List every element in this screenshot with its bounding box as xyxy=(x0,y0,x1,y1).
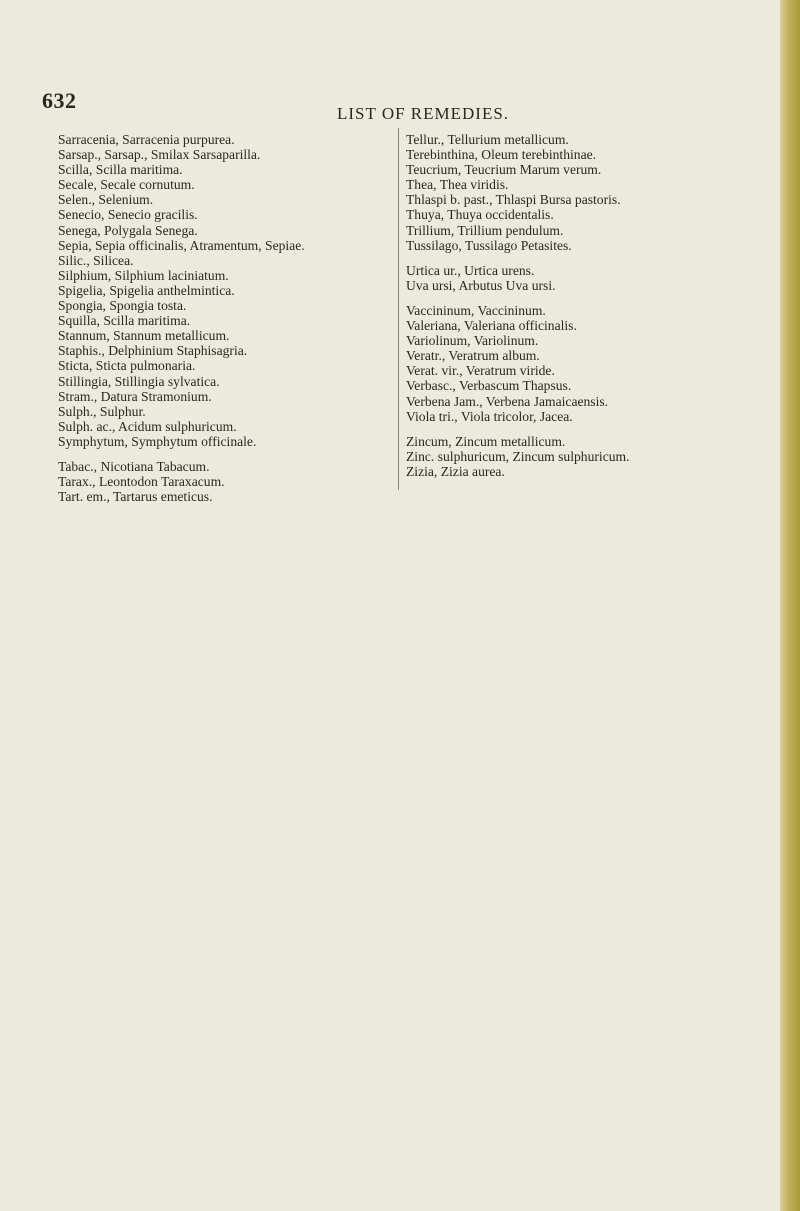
remedy-entry: Stannum, Stannum metallicum. xyxy=(58,328,230,344)
remedy-entry: Spongia, Spongia tosta. xyxy=(58,298,187,314)
remedy-entry: Vaccininum, Vaccininum. xyxy=(406,302,546,318)
remedy-entry: Zizia, Zizia aurea. xyxy=(406,463,505,479)
remedy-entry: Silphium, Silphium laciniatum. xyxy=(58,267,229,283)
remedy-entry: Squilla, Scilla maritima. xyxy=(58,313,191,329)
remedy-entry: Staphis., Delphinium Staphisagria. xyxy=(58,343,248,359)
remedy-entry: Senega, Polygala Senega. xyxy=(58,222,198,238)
remedy-entry: Senecio, Senecio gracilis. xyxy=(58,207,198,223)
page-edge xyxy=(780,0,800,1211)
remedy-entry: Viola tri., Viola tricolor, Jacea. xyxy=(406,408,573,424)
remedy-entry: Tussilago, Tussilago Petasites. xyxy=(406,237,572,253)
remedy-entry: Verbena Jam., Verbena Jamaicaensis. xyxy=(406,393,609,409)
remedy-entry: Variolinum, Variolinum. xyxy=(406,333,539,349)
remedy-entry: Tarax., Leontodon Taraxacum. xyxy=(58,474,225,490)
remedy-entry: Stillingia, Stillingia sylvatica. xyxy=(58,373,220,389)
remedy-group xyxy=(406,132,630,253)
remedy-entry: Silic., Silicea. xyxy=(58,252,134,268)
remedy-group xyxy=(406,303,630,424)
remedy-entry: Teucrium, Teucrium Marum verum. xyxy=(406,162,602,178)
remedy-entry: Secale, Secale cornutum. xyxy=(58,177,195,193)
remedy-entry: Valeriana, Valeriana officinalis. xyxy=(406,318,577,334)
remedy-entry: Spigelia, Spigelia anthelmintica. xyxy=(58,282,235,298)
remedy-entry: Tabac., Nicotiana Tabacum. xyxy=(58,458,210,474)
remedy-entry: Verbasc., Verbascum Thapsus. xyxy=(406,378,572,394)
remedy-entry: Symphytum, Symphytum officinale. xyxy=(58,433,257,449)
page-number: 632 xyxy=(42,88,77,113)
right-column xyxy=(406,132,630,489)
remedy-entry: Sarracenia, Sarracenia purpurea. xyxy=(58,132,235,147)
remedy-entry: Selen., Selenium. xyxy=(58,192,154,208)
remedy-entry: Sulph. ac., Acidum sulphuricum. xyxy=(58,418,237,434)
running-title: LIST OF REMEDIES. xyxy=(337,104,510,123)
remedy-entry: Terebinthina, Oleum terebinthinae. xyxy=(406,147,597,163)
remedy-entry: Zincum, Zincum metallicum. xyxy=(406,433,566,449)
remedy-entry: Sarsap., Sarsap., Smilax Sarsaparilla. xyxy=(58,147,261,163)
remedy-entry: Thea, Thea viridis. xyxy=(406,177,509,193)
remedy-group xyxy=(406,434,630,479)
remedy-entry: Trillium, Trillium pendulum. xyxy=(406,222,564,238)
remedy-entry: Sulph., Sulphur. xyxy=(58,403,146,419)
left-column xyxy=(58,132,305,514)
remedy-group xyxy=(406,263,630,293)
remedy-entry: Veratr., Veratrum album. xyxy=(406,348,540,364)
remedy-entry: Zinc. sulphuricum, Zincum sulphuricum. xyxy=(406,448,630,464)
remedy-entry: Scilla, Scilla maritima. xyxy=(58,162,183,178)
column-divider xyxy=(398,128,399,490)
remedy-entry: Verat. vir., Veratrum viride. xyxy=(406,363,555,379)
remedy-group xyxy=(58,459,305,504)
remedy-entry: Sepia, Sepia officinalis, Atramentum, Sepiae. xyxy=(58,237,305,253)
remedy-entry: Sticta, Sticta pulmonaria. xyxy=(58,358,196,374)
remedy-entry: Uva ursi, Arbutus Uva ursi. xyxy=(406,277,556,293)
remedy-group xyxy=(58,132,305,449)
remedy-entry: Tart. em., Tartarus emeticus. xyxy=(58,489,213,505)
remedy-entry: Urtica ur., Urtica urens. xyxy=(406,262,535,278)
remedy-entry: Tellur., Tellurium metallicum. xyxy=(406,132,569,147)
remedy-entry: Thlaspi b. past., Thlaspi Bursa pastoris. xyxy=(406,192,621,208)
remedy-entry: Stram., Datura Stramonium. xyxy=(58,388,212,404)
remedy-entry: Thuya, Thuya occidentalis. xyxy=(406,207,554,223)
